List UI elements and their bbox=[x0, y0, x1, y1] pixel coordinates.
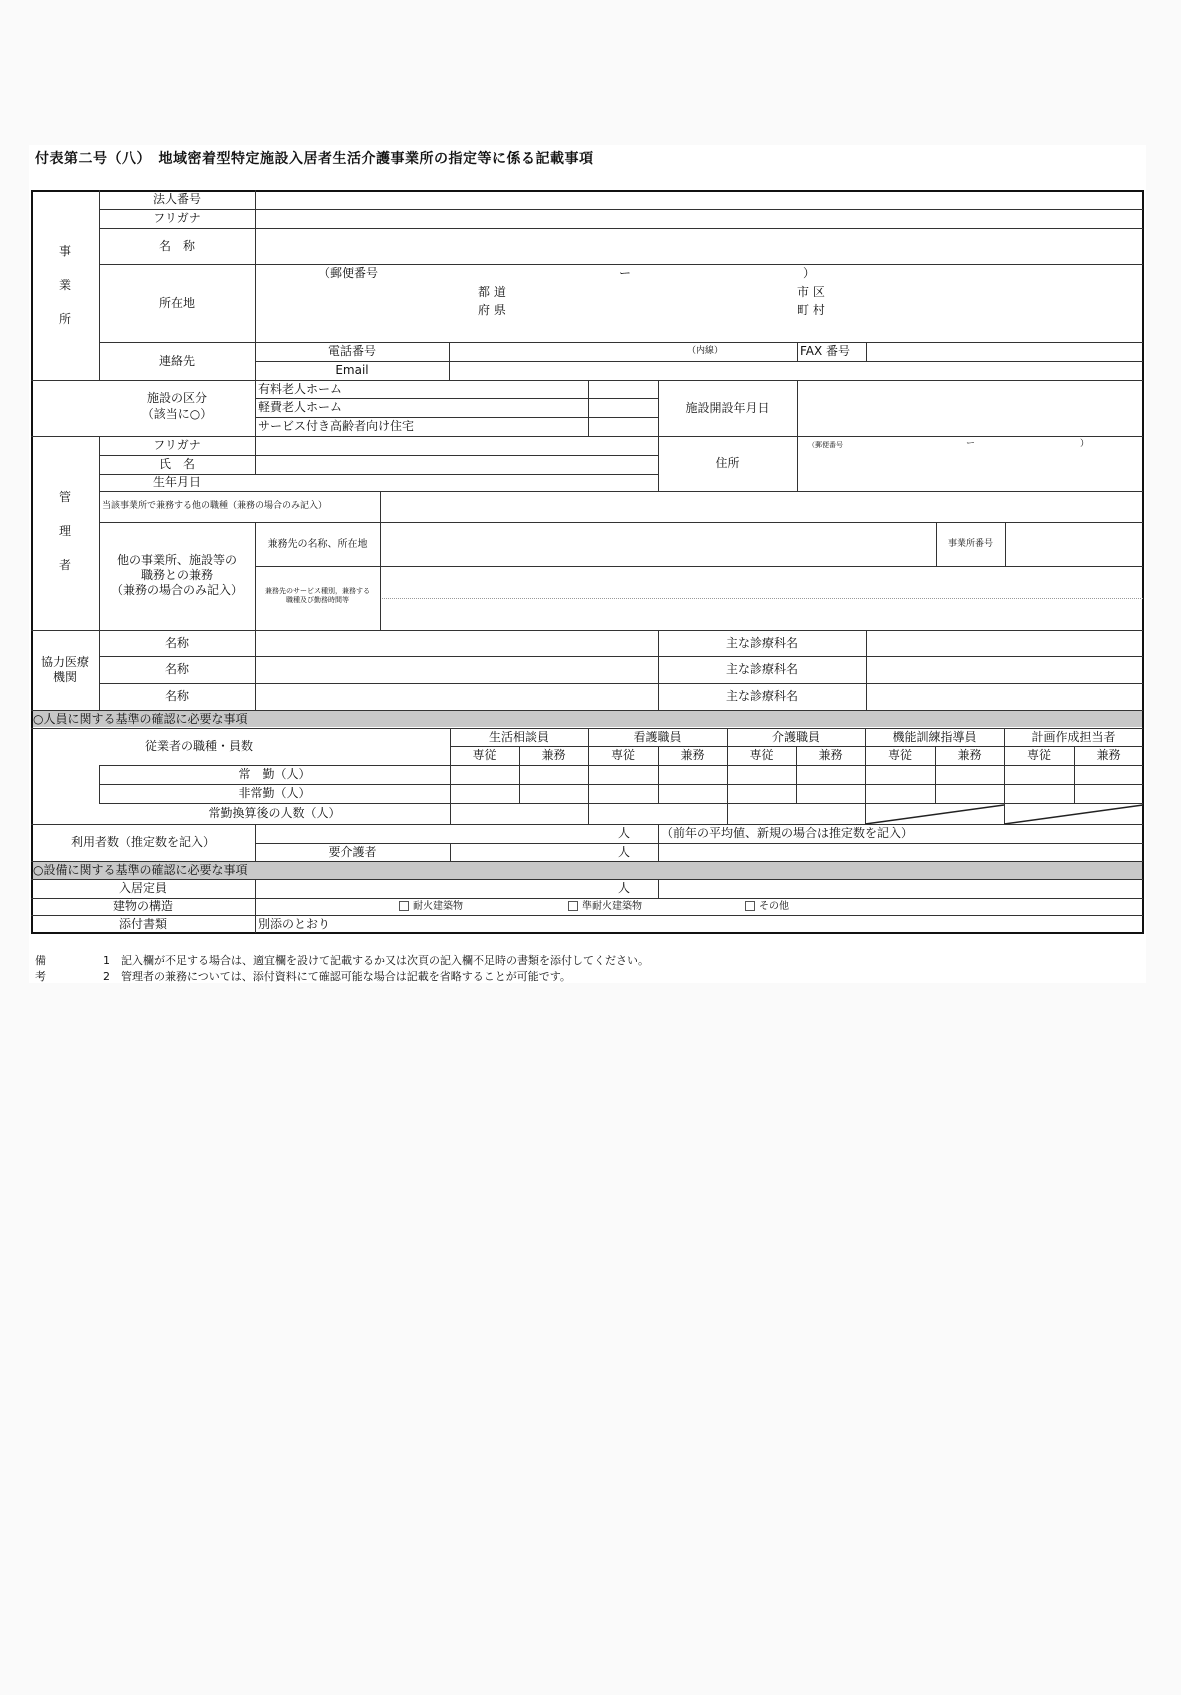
sub-header-full: 専従 bbox=[1026, 748, 1051, 762]
facility-option-mark[interactable] bbox=[588, 398, 658, 417]
medical-name-label: 名称 bbox=[164, 689, 189, 703]
care-needed-unit: 人 bbox=[618, 845, 631, 859]
staff-count-cell[interactable] bbox=[797, 766, 864, 783]
medical-section-label: 機関 bbox=[52, 670, 77, 684]
role-header: 介護職員 bbox=[771, 729, 820, 744]
structure-option-semi-fireproof[interactable]: 準耐火建築物 bbox=[568, 900, 642, 914]
attachments-value: 別添のとおり bbox=[258, 916, 331, 931]
manager-address-label: 住所 bbox=[715, 456, 740, 470]
concurrent-service-label: 職種及び勤務時間等 bbox=[286, 596, 349, 604]
structure-option-other[interactable]: その他 bbox=[745, 900, 789, 914]
medical-section-label: 協力医療 bbox=[40, 655, 89, 669]
same-office-role-label: 当該事業所で兼務する他の職種（兼務の場合のみ記入） bbox=[102, 501, 328, 511]
staff-count-cell[interactable] bbox=[1005, 766, 1073, 783]
staff-count-cell[interactable] bbox=[797, 785, 864, 802]
form-title: 付表第二号（八） 地域密着型特定施設入居者生活介護事業所の指定等に係る記載事項 bbox=[35, 151, 594, 167]
staff-count-cell[interactable] bbox=[936, 766, 1003, 783]
postal-close: ） bbox=[803, 266, 816, 280]
staff-count-cell[interactable] bbox=[520, 766, 587, 783]
checkbox-icon[interactable] bbox=[568, 901, 578, 911]
office-section-char: 事 bbox=[59, 244, 72, 258]
users-unit: 人 bbox=[618, 826, 631, 840]
corporate-number-field[interactable] bbox=[256, 191, 1142, 208]
office-number-field[interactable] bbox=[1006, 523, 1142, 565]
medical-name-field[interactable] bbox=[256, 657, 657, 682]
diagonal-slash bbox=[865, 803, 1004, 824]
sub-header-concurrent: 兼務 bbox=[818, 748, 843, 762]
medical-name-label: 名称 bbox=[164, 662, 189, 676]
office-section-char: 所 bbox=[59, 312, 72, 326]
staff-count-cell[interactable] bbox=[1005, 785, 1073, 802]
facility-type-label: 施設の区分 bbox=[146, 391, 207, 405]
manager-section-char: 者 bbox=[59, 558, 72, 572]
fax-field[interactable] bbox=[867, 343, 1142, 360]
staff-count-cell[interactable] bbox=[451, 785, 518, 802]
medical-dept-label: 主な診療科名 bbox=[725, 635, 798, 650]
postal-prefix: （郵便番号 bbox=[318, 266, 379, 280]
staff-count-cell[interactable] bbox=[659, 766, 726, 783]
postal-dash: ー bbox=[619, 266, 632, 280]
sub-header-full: 専従 bbox=[887, 748, 912, 762]
facility-type-sublabel: （該当に○） bbox=[141, 407, 213, 421]
other-concurrent-label: 職務との兼務 bbox=[140, 568, 213, 582]
phone-field[interactable] bbox=[450, 343, 796, 360]
medical-name-label: 名称 bbox=[164, 635, 189, 650]
remarks-label: 備考 bbox=[35, 954, 46, 983]
staffing-section-header: ○人員に関する基準の確認に必要な事項 bbox=[33, 712, 248, 726]
medical-name-field[interactable] bbox=[256, 684, 657, 709]
remarks-item: 1 記入欄が不足する場合は、適宜欄を設けて記載するか又は次頁の記入欄不足時の書類を添付してください。 bbox=[103, 954, 649, 967]
prefecture-label-top: 都 道 bbox=[478, 285, 506, 299]
manager-name-label: 氏 名 bbox=[158, 457, 195, 471]
staff-count-cell[interactable] bbox=[1075, 766, 1142, 783]
staff-count-cell[interactable] bbox=[659, 785, 726, 802]
checkbox-icon[interactable] bbox=[399, 901, 409, 911]
manager-postal-close: ） bbox=[1080, 439, 1090, 449]
medical-dept-field[interactable] bbox=[867, 657, 1142, 682]
fte-row-label: 常勤換算後の人数（人） bbox=[208, 806, 341, 820]
prefecture-label-bottom: 府 県 bbox=[478, 303, 506, 317]
role-header: 看護職員 bbox=[633, 729, 682, 744]
city-label-top: 市 区 bbox=[797, 285, 825, 299]
role-header: 機能訓練指導員 bbox=[892, 729, 977, 744]
facility-option-label: サービス付き高齢者向け住宅 bbox=[258, 419, 415, 433]
staff-count-cell[interactable] bbox=[866, 766, 934, 783]
email-label: Email bbox=[335, 363, 369, 377]
fte-cell[interactable] bbox=[589, 804, 726, 823]
users-count-field[interactable] bbox=[256, 825, 657, 842]
staff-count-cell[interactable] bbox=[728, 766, 795, 783]
same-office-role-field[interactable] bbox=[381, 492, 1142, 521]
users-note: （前年の平均値、新規の場合は推定数を記入） bbox=[661, 826, 914, 840]
extension-label: （内線） bbox=[687, 346, 724, 356]
manager-birthdate-label: 生年月日 bbox=[152, 475, 201, 489]
facility-option-mark[interactable] bbox=[588, 417, 658, 436]
medical-dept-field[interactable] bbox=[867, 684, 1142, 709]
other-concurrent-label: 他の事業所、施設等の bbox=[116, 553, 237, 567]
medical-dept-field[interactable] bbox=[867, 631, 1142, 655]
capacity-unit: 人 bbox=[618, 881, 631, 895]
structure-label: 建物の構造 bbox=[112, 899, 173, 913]
manager-postal-prefix: （郵便番号 bbox=[808, 441, 843, 449]
manager-furigana-field[interactable] bbox=[256, 437, 657, 454]
office-address-label: 所在地 bbox=[158, 295, 195, 310]
structure-option-fireproof[interactable]: 耐火建築物 bbox=[399, 900, 463, 914]
equipment-section-header: ○設備に関する基準の確認に必要な事項 bbox=[33, 863, 248, 877]
office-number-label: 事業所番号 bbox=[947, 538, 993, 549]
role-header: 計画作成担当者 bbox=[1031, 729, 1116, 744]
job-count-label: 従業者の職種・員数 bbox=[144, 739, 253, 753]
staff-count-cell[interactable] bbox=[728, 785, 795, 802]
fte-cell[interactable] bbox=[451, 804, 587, 823]
office-address-field[interactable] bbox=[256, 265, 1142, 341]
facility-option-label: 軽費老人ホーム bbox=[258, 400, 343, 414]
phone-label: 電話番号 bbox=[327, 344, 376, 358]
capacity-label: 入居定員 bbox=[118, 881, 167, 895]
staff-count-cell[interactable] bbox=[589, 785, 657, 802]
facility-option-label: 有料老人ホーム bbox=[258, 381, 343, 396]
concurrent-service-field[interactable] bbox=[381, 567, 1142, 629]
manager-name-field[interactable] bbox=[256, 456, 657, 473]
parttime-row-label: 非常勤（人） bbox=[238, 786, 311, 800]
medical-dept-label: 主な診療科名 bbox=[725, 662, 798, 676]
manager-furigana-label: フリガナ bbox=[153, 438, 201, 452]
staff-count-cell[interactable] bbox=[866, 785, 934, 802]
staff-count-cell[interactable] bbox=[1075, 785, 1142, 802]
manager-section-char: 理 bbox=[59, 524, 72, 538]
concurrent-service-label: 兼務先のサービス種別，兼務する bbox=[265, 587, 370, 595]
checkbox-icon[interactable] bbox=[745, 901, 755, 911]
fax-label: FAX 番号 bbox=[800, 344, 851, 358]
fte-cell[interactable] bbox=[728, 804, 864, 823]
role-header: 生活相談員 bbox=[488, 729, 549, 744]
care-needed-label: 要介護者 bbox=[328, 844, 377, 859]
city-label-bottom: 町 村 bbox=[797, 303, 825, 317]
medical-name-field[interactable] bbox=[256, 631, 657, 655]
opening-date-label: 施設開設年月日 bbox=[685, 400, 770, 415]
sub-header-concurrent: 兼務 bbox=[957, 748, 982, 762]
fulltime-row-label: 常 勤（人） bbox=[238, 767, 311, 781]
users-label: 利用者数（推定数を記入） bbox=[70, 835, 215, 849]
attachments-label: 添付書類 bbox=[118, 916, 167, 931]
medical-dept-label: 主な診療科名 bbox=[725, 689, 798, 703]
other-concurrent-label: （兼務の場合のみ記入） bbox=[110, 583, 243, 597]
diagonal-slash bbox=[1004, 803, 1143, 824]
sub-header-full: 専従 bbox=[749, 748, 774, 762]
staff-count-cell[interactable] bbox=[936, 785, 1003, 802]
staff-count-cell[interactable] bbox=[451, 766, 518, 783]
staff-count-cell[interactable] bbox=[520, 785, 587, 802]
office-name-field[interactable] bbox=[256, 229, 1142, 263]
staff-count-cell[interactable] bbox=[589, 766, 657, 783]
contact-label: 連絡先 bbox=[158, 353, 195, 368]
manager-birthdate-field[interactable] bbox=[256, 475, 657, 490]
concurrent-name-address-field[interactable] bbox=[381, 523, 935, 565]
sub-header-concurrent: 兼務 bbox=[541, 748, 566, 762]
manager-section-char: 管 bbox=[59, 490, 72, 504]
office-name-label: 名 称 bbox=[158, 238, 195, 253]
corporate-number-label: 法人番号 bbox=[152, 192, 201, 206]
sub-header-concurrent: 兼務 bbox=[680, 748, 705, 762]
facility-option-mark[interactable] bbox=[588, 380, 658, 398]
sub-header-full: 専従 bbox=[472, 748, 497, 762]
sub-header-full: 専従 bbox=[610, 748, 635, 762]
remarks-item: 2 管理者の兼務については、添付資料にて確認可能な場合は記載を省略することが可能です。 bbox=[103, 970, 571, 983]
opening-date-field[interactable] bbox=[798, 381, 1142, 435]
capacity-field[interactable] bbox=[256, 880, 657, 897]
sub-header-concurrent: 兼務 bbox=[1096, 748, 1121, 762]
office-section-char: 業 bbox=[59, 278, 72, 292]
office-furigana-field[interactable] bbox=[256, 210, 1142, 227]
office-furigana-label: フリガナ bbox=[153, 211, 201, 225]
email-field[interactable] bbox=[450, 362, 1142, 379]
concurrent-name-address-label: 兼務先の名称、所在地 bbox=[267, 538, 368, 550]
manager-postal-dash: ー bbox=[966, 439, 976, 449]
